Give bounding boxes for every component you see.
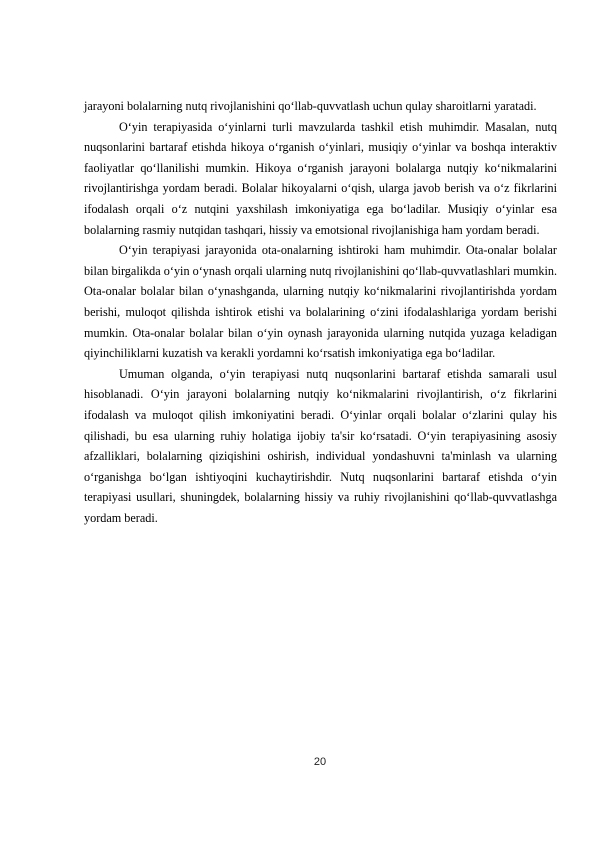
paragraph-parents-role: O‘yin terapiyasi jarayonida ota-onalarning ishtiroki ham muhimdir. Ota-onalar bolalar bilan birgalikda o‘yin o‘ynash orqali ularning nutq rivojlanishini qo‘llab-quvvatlashlari mumkin. Ota-onalar bolalar bilan o‘ynashganda, ularning nutqiy ko‘nikmalarini rivojlantirishda yordam berishi, muloqot qilishda ishtirok etishi va bolalarining o‘zini ifodalashlariga yordam berishi mumkin. Ota-onalar bolalar bilan o‘yin oynash jarayonida ularning nutqida yuzaga keladigan qiyinchiliklarni kuzatish va kerakli yordamni ko‘rsatish imkoniyatiga ega bo‘ladilar. [84, 243, 557, 361]
paragraph-game-topics: O‘yin terapiyasida o‘yinlarni turli mavzularda tashkil etish muhimdir. Masalan, nutq nuqsonlarini bartaraf etishda hikoya o‘rganish o‘yinlari, musiqiy o‘yinlar va boshqa interaktiv faoliyatlar qo‘llanilishi mumkin. Hikoya o‘rganish jarayoni bolalarga nutqiy ko‘nikmalarini rivojlantirishga yordam beradi. Bolalar hikoyalarni o‘qish, ularga javob berish va o‘z fikrlarini ifodalash orqali o‘z nutqini yaxshilash imkoniyatiga ega bo‘ladilar. Musiqiy o‘yinlar esa bolalarning rasmiy nutqidan tashqari, hissiy va emotsional rivojlanishiga ham yordam beradi. [84, 119, 557, 237]
paragraph-continuation: jarayoni bolalarning nutq rivojlanishini qo‘llab-quvvatlash uchun qulay sharoitlarni yaratadi. [84, 99, 537, 113]
page-number: 20 [313, 756, 327, 768]
body-text [84, 96, 557, 528]
paragraph-conclusion: Umuman olganda, o‘yin terapiyasi nutq nuqsonlarini bartaraf etishda samarali usul hisoblanadi. O‘yin jarayoni bolalarning nutqiy ko‘nikmalarini rivojlantirish, o‘z fikrlarini ifodalash va muloqot qilish imkoniyatini beradi. O‘yinlar orqali bolalar o‘zlarini qulay his qilishadi, bu esa ularning ruhiy holatiga ijobiy ta'sir ko‘rsatadi. O‘yin terapiyasining asosiy afzalliklari, bolalarning qiziqishini oshirish, individual yondashuvni ta'minlash va ularning o‘rganishga bo‘lgan ishtiyoqini kuchaytirishdir. Nutq nuqsonlarini bartaraf etishda o‘yin terapiyasi usullari, shuningdek, bolalarning hissiy va ruhiy rivojlanishini qo‘llab-quvvatlashga yordam beradi. [84, 366, 557, 525]
